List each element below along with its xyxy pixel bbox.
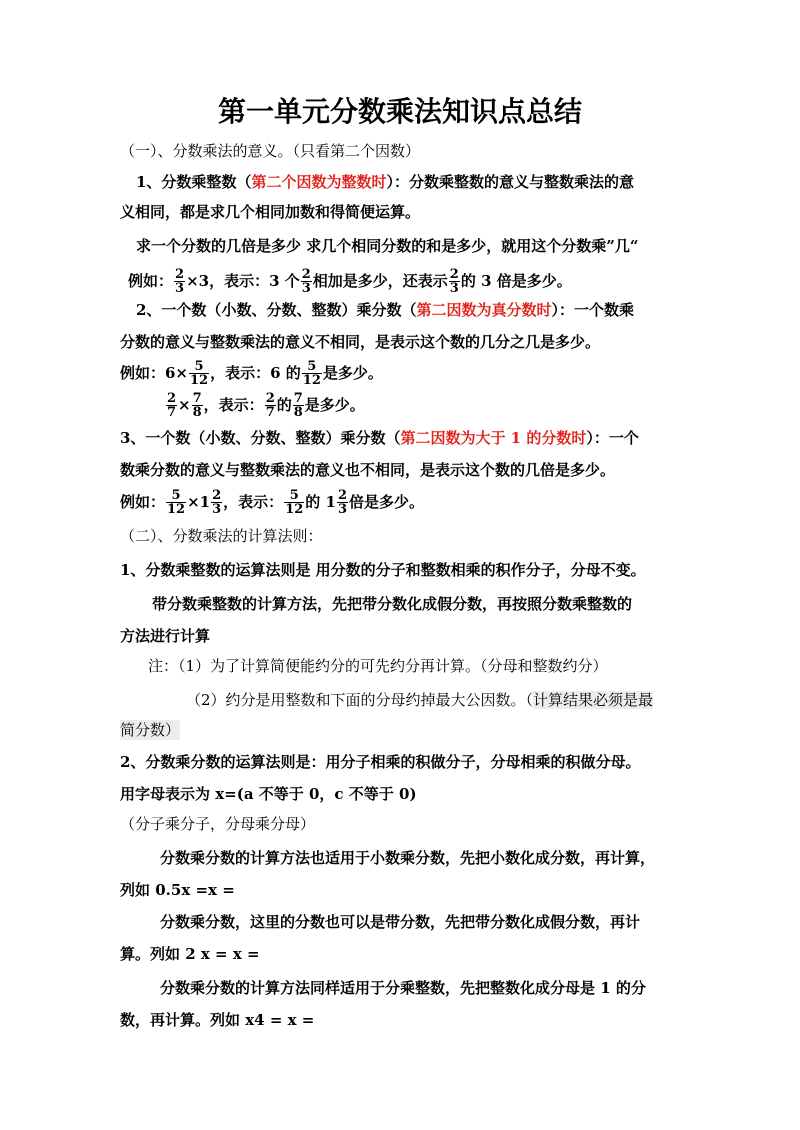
paragraph-2-line-2: 分数的意义与整数乘法的意义不相同，是表示这个数的几分之几是多少。 bbox=[120, 333, 601, 351]
example-3-fraction-d: $\frac{7}{8}$ bbox=[293, 390, 303, 420]
rule-1-mixed-line-1: 带分数乘整数的计算方法，先把带分数化成假分数，再按照分数乘整数的 bbox=[152, 595, 633, 613]
paragraph-2-text-a: 2、一个数（小数、分数、整数）乘分数（ bbox=[136, 301, 417, 319]
paragraph-2-line-1 bbox=[136, 300, 634, 320]
note-2-line-1 bbox=[186, 690, 653, 710]
rule-4-line-1: 分数乘分数，这里的分数也可以是带分数，先把带分数化成假分数，再计 bbox=[160, 913, 641, 931]
paragraph-1-line-2: 义相同，都是求几个相同加数和得简便运算。 bbox=[120, 203, 421, 221]
example-1-suffix: 的 3 倍是多少。 bbox=[460, 272, 572, 290]
example-2-fraction: $\frac{5}{12}$ bbox=[190, 358, 209, 388]
example-4-prefix: 例如： bbox=[120, 493, 166, 511]
example-2-prefix: 例如：6× bbox=[120, 364, 189, 382]
example-1-fraction-3: $\frac{2}{3}$ bbox=[449, 266, 459, 296]
example-4-fraction-2: $\frac{5}{12}$ bbox=[285, 487, 304, 517]
paragraph-2-text-b: ）：一个数乘 bbox=[551, 301, 634, 319]
paragraph-1-text-a: 1、分数乘整数（ bbox=[136, 173, 252, 191]
note-2-line-2: 简分数） bbox=[120, 721, 181, 739]
paragraph-3-text-a: 3、一个数（小数、分数、整数）乘分数（ bbox=[120, 429, 401, 447]
paragraph-1-note: 求一个分数的几倍是多少 求几个相同分数的和是多少，就用这个分数乘”几“ bbox=[136, 237, 639, 255]
rule-5-line-2: 数，再计算。列如 x4 = x = bbox=[120, 1011, 315, 1029]
example-1-prefix: 例如： bbox=[128, 272, 174, 290]
note-2-text: （2）约分是用整数和下面的分母约掉最大公因数。（ bbox=[186, 691, 534, 709]
example-1-text-2: 相加是多少，还表示 bbox=[312, 272, 448, 290]
rule-2-letters: 用字母表示为 x=(a 不等于 0，c 不等于 0) bbox=[120, 785, 417, 803]
rule-4-line-2: 算。列如 2 x = x = bbox=[120, 945, 260, 963]
example-3 bbox=[165, 388, 365, 422]
rule-3-line-2: 列如 0.5x =x = bbox=[120, 881, 235, 899]
rule-2: 2、分数乘分数的运算法则是：用分子相乘的积做分子，分母相乘的积做分母。 bbox=[120, 753, 641, 771]
example-2-text: ，表示：6 的 bbox=[210, 364, 301, 382]
example-4 bbox=[120, 484, 424, 520]
note-2-highlight: 计算结果必须是最 bbox=[533, 691, 654, 709]
example-2-fraction-2: $\frac{5}{12}$ bbox=[302, 358, 321, 388]
paragraph-3-line-1 bbox=[120, 428, 639, 448]
example-3-text: ，表示： bbox=[203, 396, 264, 414]
example-3-fraction-b: $\frac{7}{8}$ bbox=[192, 390, 202, 420]
example-4-text: ，表示： bbox=[223, 493, 284, 511]
section-2-heading: （二）、分数乘法的计算法则： bbox=[120, 527, 323, 545]
example-3-suffix: 是多少。 bbox=[304, 396, 365, 414]
rule-1-mixed-line-2: 方法进行计算 bbox=[120, 627, 211, 645]
example-3-fraction-a: $\frac{2}{7}$ bbox=[167, 390, 177, 420]
example-3-de: 的 bbox=[276, 396, 292, 414]
rule-5-line-1: 分数乘分数的计算方法同样适用于分乘整数，先把整数化成分母是 1 的分 bbox=[160, 979, 646, 997]
paragraph-1-red-condition: 第二个因数为整数时 bbox=[251, 173, 387, 191]
example-4-suffix: 倍是多少。 bbox=[349, 493, 425, 511]
example-2 bbox=[120, 356, 383, 390]
example-1-fraction: $\frac{2}{3}$ bbox=[175, 266, 185, 296]
example-1-text-1: ×3，表示：3 个 bbox=[186, 272, 300, 290]
example-1 bbox=[128, 264, 572, 298]
rule-2-parenthetical: （分子乘分子，分母乘分母） bbox=[120, 815, 316, 833]
example-4-times: ×1 bbox=[187, 493, 211, 511]
paragraph-3-text-b: ）：一个 bbox=[586, 429, 639, 447]
example-3-times: × bbox=[178, 396, 191, 414]
example-2-suffix: 是多少。 bbox=[322, 364, 383, 382]
section-1-heading: （一）、分数乘法的意义。（只看第二个因数） bbox=[120, 142, 421, 160]
paragraph-1-line-1 bbox=[136, 172, 634, 192]
example-3-fraction-c: $\frac{2}{7}$ bbox=[265, 390, 275, 420]
rule-1: 1、分数乘整数的运算法则是 用分数的分子和整数相乘的积作分子，分母不变。 bbox=[120, 561, 646, 579]
rule-3-line-1: 分数乘分数的计算方法也适用于小数乘分数，先把小数化成分数，再计算， bbox=[160, 849, 656, 867]
paragraph-2-red-condition: 第二因数为真分数时 bbox=[416, 301, 552, 319]
example-4-de: 的 1 bbox=[305, 493, 336, 511]
example-4-mixed-fraction-2: $\frac{2}{3}$ bbox=[337, 487, 347, 517]
paragraph-3-line-2: 数乘分数的意义与整数乘法的意义也不相同，是表示这个数的几倍是多少。 bbox=[120, 461, 616, 479]
example-4-fraction: $\frac{5}{12}$ bbox=[167, 487, 186, 517]
note-1: 注：（1）为了计算简便能约分的可先约分再计算。（分母和整数约分） bbox=[148, 657, 608, 675]
paragraph-3-red-condition: 第二因数为大于 1 的分数时 bbox=[400, 429, 587, 447]
page-title: 第一单元分数乘法知识点总结 bbox=[217, 95, 582, 128]
example-1-fraction-2: $\frac{2}{3}$ bbox=[301, 266, 311, 296]
paragraph-1-text-b: ）：分数乘整数的意义与整数乘法的意 bbox=[386, 173, 634, 191]
example-4-mixed-fraction: $\frac{2}{3}$ bbox=[212, 487, 222, 517]
